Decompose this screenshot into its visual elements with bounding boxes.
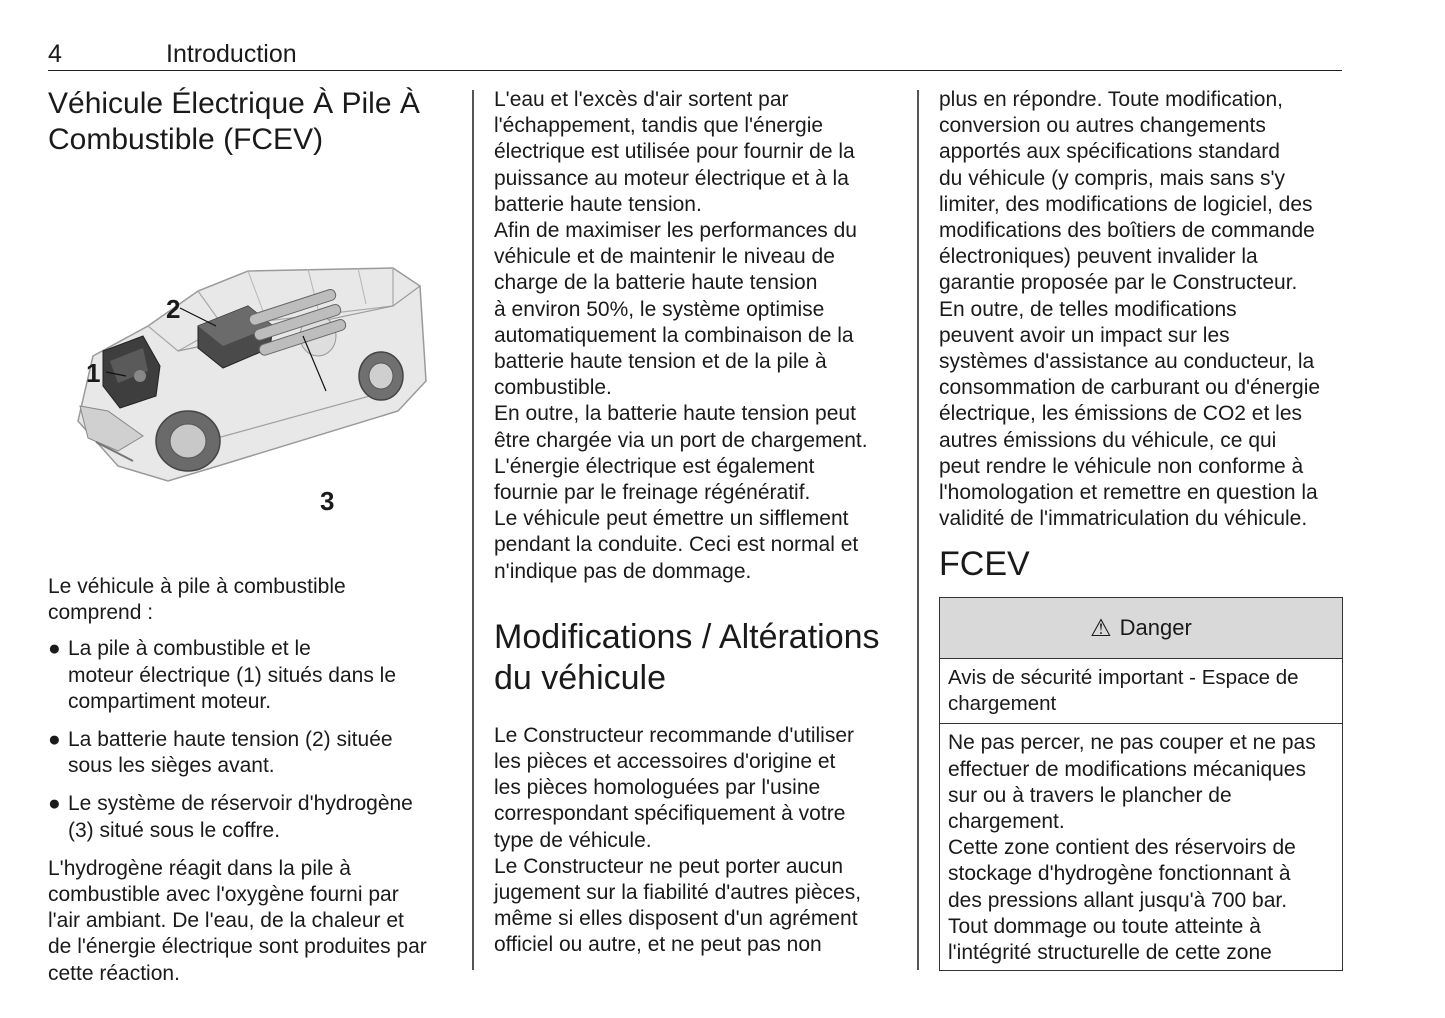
- column-divider: [472, 90, 474, 970]
- body-text: L'eau et l'excès d'air sortent par l'échappement, tandis que l'énergie électrique est utilisée pour fournir de la puissance au moteur électrique et à la batterie haute tension. Afin de maximiser les performances du véhicule et de maintenir le niveau de charge de la batterie haute tension à environ 50%, le système optimise automatiquement la combinaison de la batterie haute tension et de la pile à combustible. En outre, la batterie haute tension peut être chargée via un port de chargement. L'énergie électrique est également fournie par le freinage régénératif. Le véhicule peut émettre un sifflement pendant la conduite. Ceci est normal et n'indique pas de dommage.: [494, 88, 868, 583]
- callout-3: 3: [320, 486, 335, 516]
- danger-title: Danger: [1119, 615, 1192, 641]
- bullet-icon: ●: [48, 728, 61, 752]
- bullet-icon: ●: [48, 792, 61, 816]
- danger-header: [940, 598, 1342, 659]
- list-item: [48, 636, 448, 715]
- danger-notice: [939, 597, 1343, 971]
- fcev-heading: FCEV: [939, 545, 1030, 584]
- component-list: [48, 636, 448, 843]
- callout-1: 1: [86, 358, 101, 388]
- list-item-text: La pile à combustible et le moteur électrique (1) situés dans le compartiment moteur.: [68, 637, 396, 713]
- bullet-icon: ●: [48, 637, 61, 661]
- page-number: 4: [48, 40, 62, 68]
- column-left: [48, 86, 448, 987]
- warning-triangle-icon: ⚠: [1090, 614, 1112, 642]
- column-right: [939, 87, 1344, 971]
- danger-subtitle: Avis de sécurité important - Espace de chargement: [940, 665, 1342, 724]
- body-text: Le Constructeur recommande d'utiliser les pièces et accessoires d'origine et les pièces homologuées par l'usine correspondant spécifiquement à votre type de véhicule. Le Constructeur ne peut porter aucun jugement sur la fiabilité d'autres pièces, même si elles disposent d'un agrément officiel ou autre, et ne peut pas non: [494, 723, 862, 957]
- callout-2: 2: [166, 294, 181, 324]
- column-divider: [917, 90, 919, 970]
- modifications-heading: Modifications / Altérations du véhicule: [494, 617, 880, 697]
- page-header: [48, 38, 1342, 71]
- body-text: plus en répondre. Toute modification, conversion ou autres changements apportés aux spécifications standard du véhicule (y compris, mais sans s'y limiter, des modifications de logiciel, des modifications des boîtiers de commande électroniques) peuvent invalider la garantie proposée par le Constructeur. En outre, de telles modifications peuvent avoir un impact sur les systèmes d'assistance au conducteur, la consommation de carburant ou d'énergie électrique, les émissions de CO2 et les autres émissions du véhicule, ce qui peut rendre le véhicule non conforme à l'homologation et remettre en question la validité de l'immatriculation du véhicule.: [939, 88, 1321, 531]
- vehicle-illustration: [48, 176, 448, 516]
- list-item: [48, 791, 448, 843]
- section-heading: Véhicule Électrique À Pile À Combustible (FCEV): [48, 87, 420, 156]
- section-title: Introduction: [166, 40, 297, 68]
- list-item-text: La batterie haute tension (2) située sous les sièges avant.: [68, 728, 393, 778]
- danger-text: Ne pas percer, ne pas couper et ne pas effectuer de modifications mécaniques sur ou à travers le plancher de chargement. Cette zone contient des réservoirs de stockage d'hydrogène fonctionnant à des pressions allant jusqu'à 700 bar. Tout dommage ou toute atteinte à l'intégrité structurelle de cette zone: [948, 731, 1316, 965]
- list-item: [48, 727, 448, 779]
- intro-text: Le véhicule à pile à combustible comprend :: [48, 575, 346, 625]
- van-cutaway-drawing: [48, 176, 448, 506]
- reaction-paragraph: L'hydrogène réagit dans la pile à combustible avec l'oxygène fourni par l'air ambiant. De l'eau, de la chaleur et de l'énergie électrique sont produites par cette réaction.: [48, 856, 427, 985]
- danger-body: [940, 659, 1342, 970]
- column-middle: [494, 87, 894, 959]
- list-item-text: Le système de réservoir d'hydrogène (3) situé sous le coffre.: [68, 792, 413, 842]
